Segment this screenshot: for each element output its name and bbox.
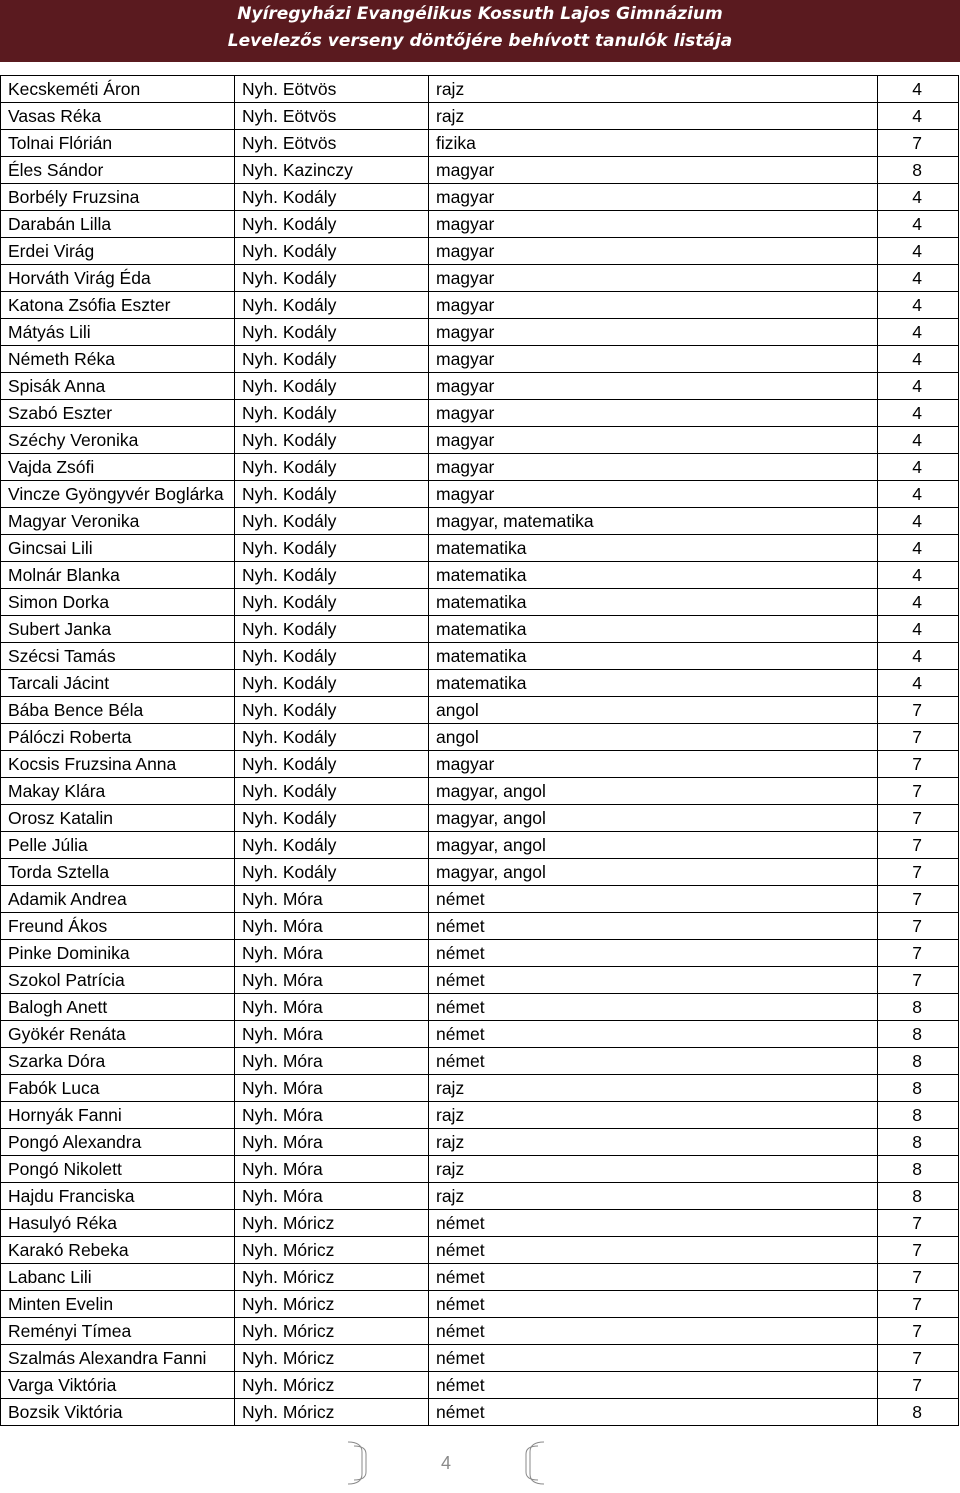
grade-cell: 4: [878, 211, 959, 238]
student-name-cell: Magyar Veronika: [1, 508, 235, 535]
student-name-cell: Balogh Anett: [1, 994, 235, 1021]
school-cell: Nyh. Kazinczy: [235, 157, 429, 184]
school-cell: Nyh. Móra: [235, 913, 429, 940]
grade-cell: 4: [878, 292, 959, 319]
grade-cell: 4: [878, 670, 959, 697]
table-row: [1, 292, 959, 319]
grade-cell: 8: [878, 1102, 959, 1129]
table-row: [1, 1048, 959, 1075]
school-cell: Nyh. Kodály: [235, 589, 429, 616]
school-cell: Nyh. Móricz: [235, 1399, 429, 1426]
table-row: [1, 211, 959, 238]
school-name: Nyíregyházi Evangélikus Kossuth Lajos Gimnázium: [237, 4, 723, 24]
student-name-cell: Hajdu Franciska: [1, 1183, 235, 1210]
table-row: [1, 1156, 959, 1183]
grade-cell: 4: [878, 643, 959, 670]
student-name-cell: Erdei Virág: [1, 238, 235, 265]
subject-cell: magyar: [429, 400, 878, 427]
subject-cell: magyar: [429, 751, 878, 778]
school-cell: Nyh. Móricz: [235, 1345, 429, 1372]
table-row: [1, 481, 959, 508]
student-name-cell: Széchy Veronika: [1, 427, 235, 454]
subject-cell: matematika: [429, 589, 878, 616]
student-name-cell: Hornyák Fanni: [1, 1102, 235, 1129]
school-cell: Nyh. Kodály: [235, 400, 429, 427]
student-name-cell: Subert Janka: [1, 616, 235, 643]
grade-cell: 7: [878, 778, 959, 805]
grade-cell: 7: [878, 1210, 959, 1237]
student-list-table: [0, 75, 959, 1426]
table-row: [1, 1129, 959, 1156]
table-row: [1, 805, 959, 832]
grade-cell: 7: [878, 832, 959, 859]
student-name-cell: Éles Sándor: [1, 157, 235, 184]
table-row: [1, 589, 959, 616]
subject-cell: matematika: [429, 670, 878, 697]
subject-cell: rajz: [429, 1183, 878, 1210]
student-name-cell: Szarka Dóra: [1, 1048, 235, 1075]
subject-cell: magyar: [429, 346, 878, 373]
table-row: [1, 913, 959, 940]
table-row: [1, 1372, 959, 1399]
grade-cell: 4: [878, 589, 959, 616]
grade-cell: 7: [878, 805, 959, 832]
school-cell: Nyh. Kodály: [235, 697, 429, 724]
subject-cell: magyar: [429, 211, 878, 238]
school-cell: Nyh. Móra: [235, 967, 429, 994]
grade-cell: 7: [878, 1372, 959, 1399]
student-name-cell: Labanc Lili: [1, 1264, 235, 1291]
table-row: [1, 1237, 959, 1264]
table-row: [1, 859, 959, 886]
student-name-cell: Molnár Blanka: [1, 562, 235, 589]
student-name-cell: Borbély Fruzsina: [1, 184, 235, 211]
school-cell: Nyh. Móricz: [235, 1237, 429, 1264]
student-name-cell: Tarcali Jácint: [1, 670, 235, 697]
student-name-cell: Vincze Gyöngyvér Boglárka: [1, 481, 235, 508]
grade-cell: 7: [878, 886, 959, 913]
table-row: [1, 535, 959, 562]
table-row: [1, 751, 959, 778]
table-row: [1, 778, 959, 805]
subject-cell: magyar: [429, 319, 878, 346]
school-cell: Nyh. Kodály: [235, 346, 429, 373]
school-cell: Nyh. Móricz: [235, 1264, 429, 1291]
subject-cell: magyar: [429, 373, 878, 400]
subject-cell: német: [429, 886, 878, 913]
table-row: [1, 697, 959, 724]
subject-cell: magyar, angol: [429, 805, 878, 832]
subject-cell: német: [429, 1372, 878, 1399]
school-cell: Nyh. Eötvös: [235, 76, 429, 103]
grade-cell: 4: [878, 184, 959, 211]
student-name-cell: Kecskeméti Áron: [1, 76, 235, 103]
subject-cell: magyar, angol: [429, 859, 878, 886]
grade-cell: 4: [878, 265, 959, 292]
table-row: [1, 265, 959, 292]
student-name-cell: Mátyás Lili: [1, 319, 235, 346]
table-row: [1, 508, 959, 535]
table-row: [1, 994, 959, 1021]
grade-cell: 7: [878, 751, 959, 778]
student-name-cell: Bozsik Viktória: [1, 1399, 235, 1426]
grade-cell: 4: [878, 373, 959, 400]
student-name-cell: Pongó Nikolett: [1, 1156, 235, 1183]
grade-cell: 7: [878, 1345, 959, 1372]
grade-cell: 8: [878, 1075, 959, 1102]
subject-cell: fizika: [429, 130, 878, 157]
school-cell: Nyh. Kodály: [235, 481, 429, 508]
subject-cell: német: [429, 1048, 878, 1075]
student-name-cell: Hasulyó Réka: [1, 1210, 235, 1237]
student-name-cell: Pelle Júlia: [1, 832, 235, 859]
student-name-cell: Szokol Patrícia: [1, 967, 235, 994]
subject-cell: magyar: [429, 427, 878, 454]
subject-cell: német: [429, 994, 878, 1021]
grade-cell: 8: [878, 1156, 959, 1183]
grade-cell: 4: [878, 103, 959, 130]
school-cell: Nyh. Kodály: [235, 238, 429, 265]
table-row: [1, 940, 959, 967]
table-row: [1, 1318, 959, 1345]
subject-cell: német: [429, 940, 878, 967]
school-cell: Nyh. Kodály: [235, 778, 429, 805]
grade-cell: 8: [878, 1021, 959, 1048]
subject-cell: német: [429, 1237, 878, 1264]
student-list-body: [1, 76, 959, 1426]
subject-cell: magyar: [429, 157, 878, 184]
subject-cell: német: [429, 967, 878, 994]
student-name-cell: Fabók Luca: [1, 1075, 235, 1102]
grade-cell: 4: [878, 616, 959, 643]
table-row: [1, 454, 959, 481]
subject-cell: német: [429, 1345, 878, 1372]
grade-cell: 7: [878, 1291, 959, 1318]
grade-cell: 4: [878, 481, 959, 508]
school-cell: Nyh. Kodály: [235, 616, 429, 643]
student-name-cell: Reményi Tímea: [1, 1318, 235, 1345]
table-row: [1, 670, 959, 697]
subject-cell: német: [429, 1399, 878, 1426]
table-row: [1, 1264, 959, 1291]
subject-cell: magyar, angol: [429, 778, 878, 805]
table-row: [1, 1021, 959, 1048]
student-name-cell: Orosz Katalin: [1, 805, 235, 832]
school-cell: Nyh. Móra: [235, 1102, 429, 1129]
school-cell: Nyh. Kodály: [235, 373, 429, 400]
student-name-cell: Horváth Virág Éda: [1, 265, 235, 292]
school-cell: Nyh. Kodály: [235, 670, 429, 697]
grade-cell: 4: [878, 400, 959, 427]
school-cell: Nyh. Kodály: [235, 859, 429, 886]
grade-cell: 7: [878, 859, 959, 886]
list-title: Levelezős verseny döntőjére behívott tanulók listája: [227, 31, 733, 51]
student-name-cell: Bába Bence Béla: [1, 697, 235, 724]
school-cell: Nyh. Kodály: [235, 805, 429, 832]
school-cell: Nyh. Móra: [235, 1156, 429, 1183]
school-cell: Nyh. Móricz: [235, 1318, 429, 1345]
grade-cell: 4: [878, 427, 959, 454]
school-cell: Nyh. Kodály: [235, 508, 429, 535]
student-name-cell: Vasas Réka: [1, 103, 235, 130]
subject-cell: magyar: [429, 454, 878, 481]
grade-cell: 8: [878, 1129, 959, 1156]
grade-cell: 4: [878, 508, 959, 535]
student-name-cell: Németh Réka: [1, 346, 235, 373]
table-row: [1, 130, 959, 157]
subject-cell: magyar: [429, 184, 878, 211]
subject-cell: német: [429, 913, 878, 940]
student-name-cell: Karakó Rebeka: [1, 1237, 235, 1264]
grade-cell: 8: [878, 157, 959, 184]
table-row: [1, 886, 959, 913]
table-row: [1, 1075, 959, 1102]
student-name-cell: Minten Evelin: [1, 1291, 235, 1318]
student-name-cell: Darabán Lilla: [1, 211, 235, 238]
subject-cell: angol: [429, 697, 878, 724]
subject-cell: rajz: [429, 1156, 878, 1183]
table-row: [1, 1399, 959, 1426]
table-row: [1, 319, 959, 346]
table-row: [1, 1291, 959, 1318]
subject-cell: rajz: [429, 1102, 878, 1129]
school-cell: Nyh. Kodály: [235, 319, 429, 346]
student-name-cell: Vajda Zsófi: [1, 454, 235, 481]
school-cell: Nyh. Kodály: [235, 751, 429, 778]
school-cell: Nyh. Eötvös: [235, 103, 429, 130]
grade-cell: 7: [878, 1264, 959, 1291]
grade-cell: 7: [878, 1237, 959, 1264]
page-number-box: [348, 1440, 544, 1486]
table-row: [1, 157, 959, 184]
subject-cell: matematika: [429, 616, 878, 643]
subject-cell: magyar: [429, 481, 878, 508]
subject-cell: német: [429, 1318, 878, 1345]
student-name-cell: Gyökér Renáta: [1, 1021, 235, 1048]
subject-cell: matematika: [429, 562, 878, 589]
table-row: [1, 103, 959, 130]
table-row: [1, 832, 959, 859]
grade-cell: 7: [878, 940, 959, 967]
subject-cell: rajz: [429, 1129, 878, 1156]
grade-cell: 7: [878, 913, 959, 940]
school-cell: Nyh. Móricz: [235, 1291, 429, 1318]
grade-cell: 7: [878, 724, 959, 751]
school-cell: Nyh. Eötvös: [235, 130, 429, 157]
table-row: [1, 1183, 959, 1210]
subject-cell: német: [429, 1264, 878, 1291]
school-cell: Nyh. Móricz: [235, 1372, 429, 1399]
subject-cell: magyar: [429, 238, 878, 265]
document-header: [0, 0, 960, 62]
table-row: [1, 724, 959, 751]
page-number: 4: [440, 1453, 451, 1473]
student-name-cell: Makay Klára: [1, 778, 235, 805]
student-name-cell: Szalmás Alexandra Fanni: [1, 1345, 235, 1372]
subject-cell: német: [429, 1210, 878, 1237]
table-row: [1, 562, 959, 589]
student-name-cell: Pinke Dominika: [1, 940, 235, 967]
school-cell: Nyh. Móra: [235, 1129, 429, 1156]
grade-cell: 7: [878, 1318, 959, 1345]
student-name-cell: Freund Ákos: [1, 913, 235, 940]
school-cell: Nyh. Móra: [235, 994, 429, 1021]
table-row: [1, 616, 959, 643]
student-name-cell: Varga Viktória: [1, 1372, 235, 1399]
school-cell: Nyh. Kodály: [235, 265, 429, 292]
student-name-cell: Adamik Andrea: [1, 886, 235, 913]
grade-cell: 4: [878, 76, 959, 103]
subject-cell: rajz: [429, 76, 878, 103]
school-cell: Nyh. Móricz: [235, 1210, 429, 1237]
student-name-cell: Katona Zsófia Eszter: [1, 292, 235, 319]
school-cell: Nyh. Kodály: [235, 211, 429, 238]
school-cell: Nyh. Móra: [235, 1048, 429, 1075]
school-cell: Nyh. Kodály: [235, 535, 429, 562]
school-cell: Nyh. Kodály: [235, 427, 429, 454]
table-row: [1, 184, 959, 211]
table-row: [1, 1102, 959, 1129]
school-cell: Nyh. Kodály: [235, 292, 429, 319]
grade-cell: 4: [878, 319, 959, 346]
student-name-cell: Szécsi Tamás: [1, 643, 235, 670]
grade-cell: 7: [878, 967, 959, 994]
school-cell: Nyh. Móra: [235, 1021, 429, 1048]
subject-cell: magyar, matematika: [429, 508, 878, 535]
student-name-cell: Simon Dorka: [1, 589, 235, 616]
grade-cell: 4: [878, 238, 959, 265]
grade-cell: 8: [878, 1399, 959, 1426]
grade-cell: 7: [878, 697, 959, 724]
subject-cell: magyar: [429, 265, 878, 292]
table-row: [1, 643, 959, 670]
school-cell: Nyh. Kodály: [235, 184, 429, 211]
student-name-cell: Tolnai Flórián: [1, 130, 235, 157]
student-name-cell: Gincsai Lili: [1, 535, 235, 562]
subject-cell: rajz: [429, 103, 878, 130]
table-row: [1, 427, 959, 454]
table-row: [1, 400, 959, 427]
grade-cell: 8: [878, 994, 959, 1021]
student-name-cell: Spisák Anna: [1, 373, 235, 400]
subject-cell: magyar: [429, 292, 878, 319]
subject-cell: angol: [429, 724, 878, 751]
subject-cell: német: [429, 1291, 878, 1318]
table-row: [1, 1210, 959, 1237]
student-name-cell: Pálóczi Roberta: [1, 724, 235, 751]
grade-cell: 7: [878, 130, 959, 157]
school-cell: Nyh. Móra: [235, 886, 429, 913]
table-row: [1, 373, 959, 400]
school-cell: Nyh. Kodály: [235, 454, 429, 481]
grade-cell: 4: [878, 454, 959, 481]
table-row: [1, 967, 959, 994]
subject-cell: matematika: [429, 643, 878, 670]
table-row: [1, 76, 959, 103]
grade-cell: 4: [878, 562, 959, 589]
student-name-cell: Kocsis Fruzsina Anna: [1, 751, 235, 778]
school-cell: Nyh. Kodály: [235, 832, 429, 859]
table-row: [1, 238, 959, 265]
school-cell: Nyh. Móra: [235, 940, 429, 967]
grade-cell: 4: [878, 346, 959, 373]
subject-cell: matematika: [429, 535, 878, 562]
subject-cell: német: [429, 1021, 878, 1048]
grade-cell: 8: [878, 1048, 959, 1075]
school-cell: Nyh. Kodály: [235, 724, 429, 751]
grade-cell: 4: [878, 535, 959, 562]
school-cell: Nyh. Kodály: [235, 562, 429, 589]
school-cell: Nyh. Kodály: [235, 643, 429, 670]
subject-cell: magyar, angol: [429, 832, 878, 859]
student-name-cell: Pongó Alexandra: [1, 1129, 235, 1156]
subject-cell: rajz: [429, 1075, 878, 1102]
grade-cell: 8: [878, 1183, 959, 1210]
school-cell: Nyh. Móra: [235, 1183, 429, 1210]
school-cell: Nyh. Móra: [235, 1075, 429, 1102]
student-name-cell: Szabó Eszter: [1, 400, 235, 427]
student-name-cell: Torda Sztella: [1, 859, 235, 886]
table-row: [1, 1345, 959, 1372]
table-row: [1, 346, 959, 373]
